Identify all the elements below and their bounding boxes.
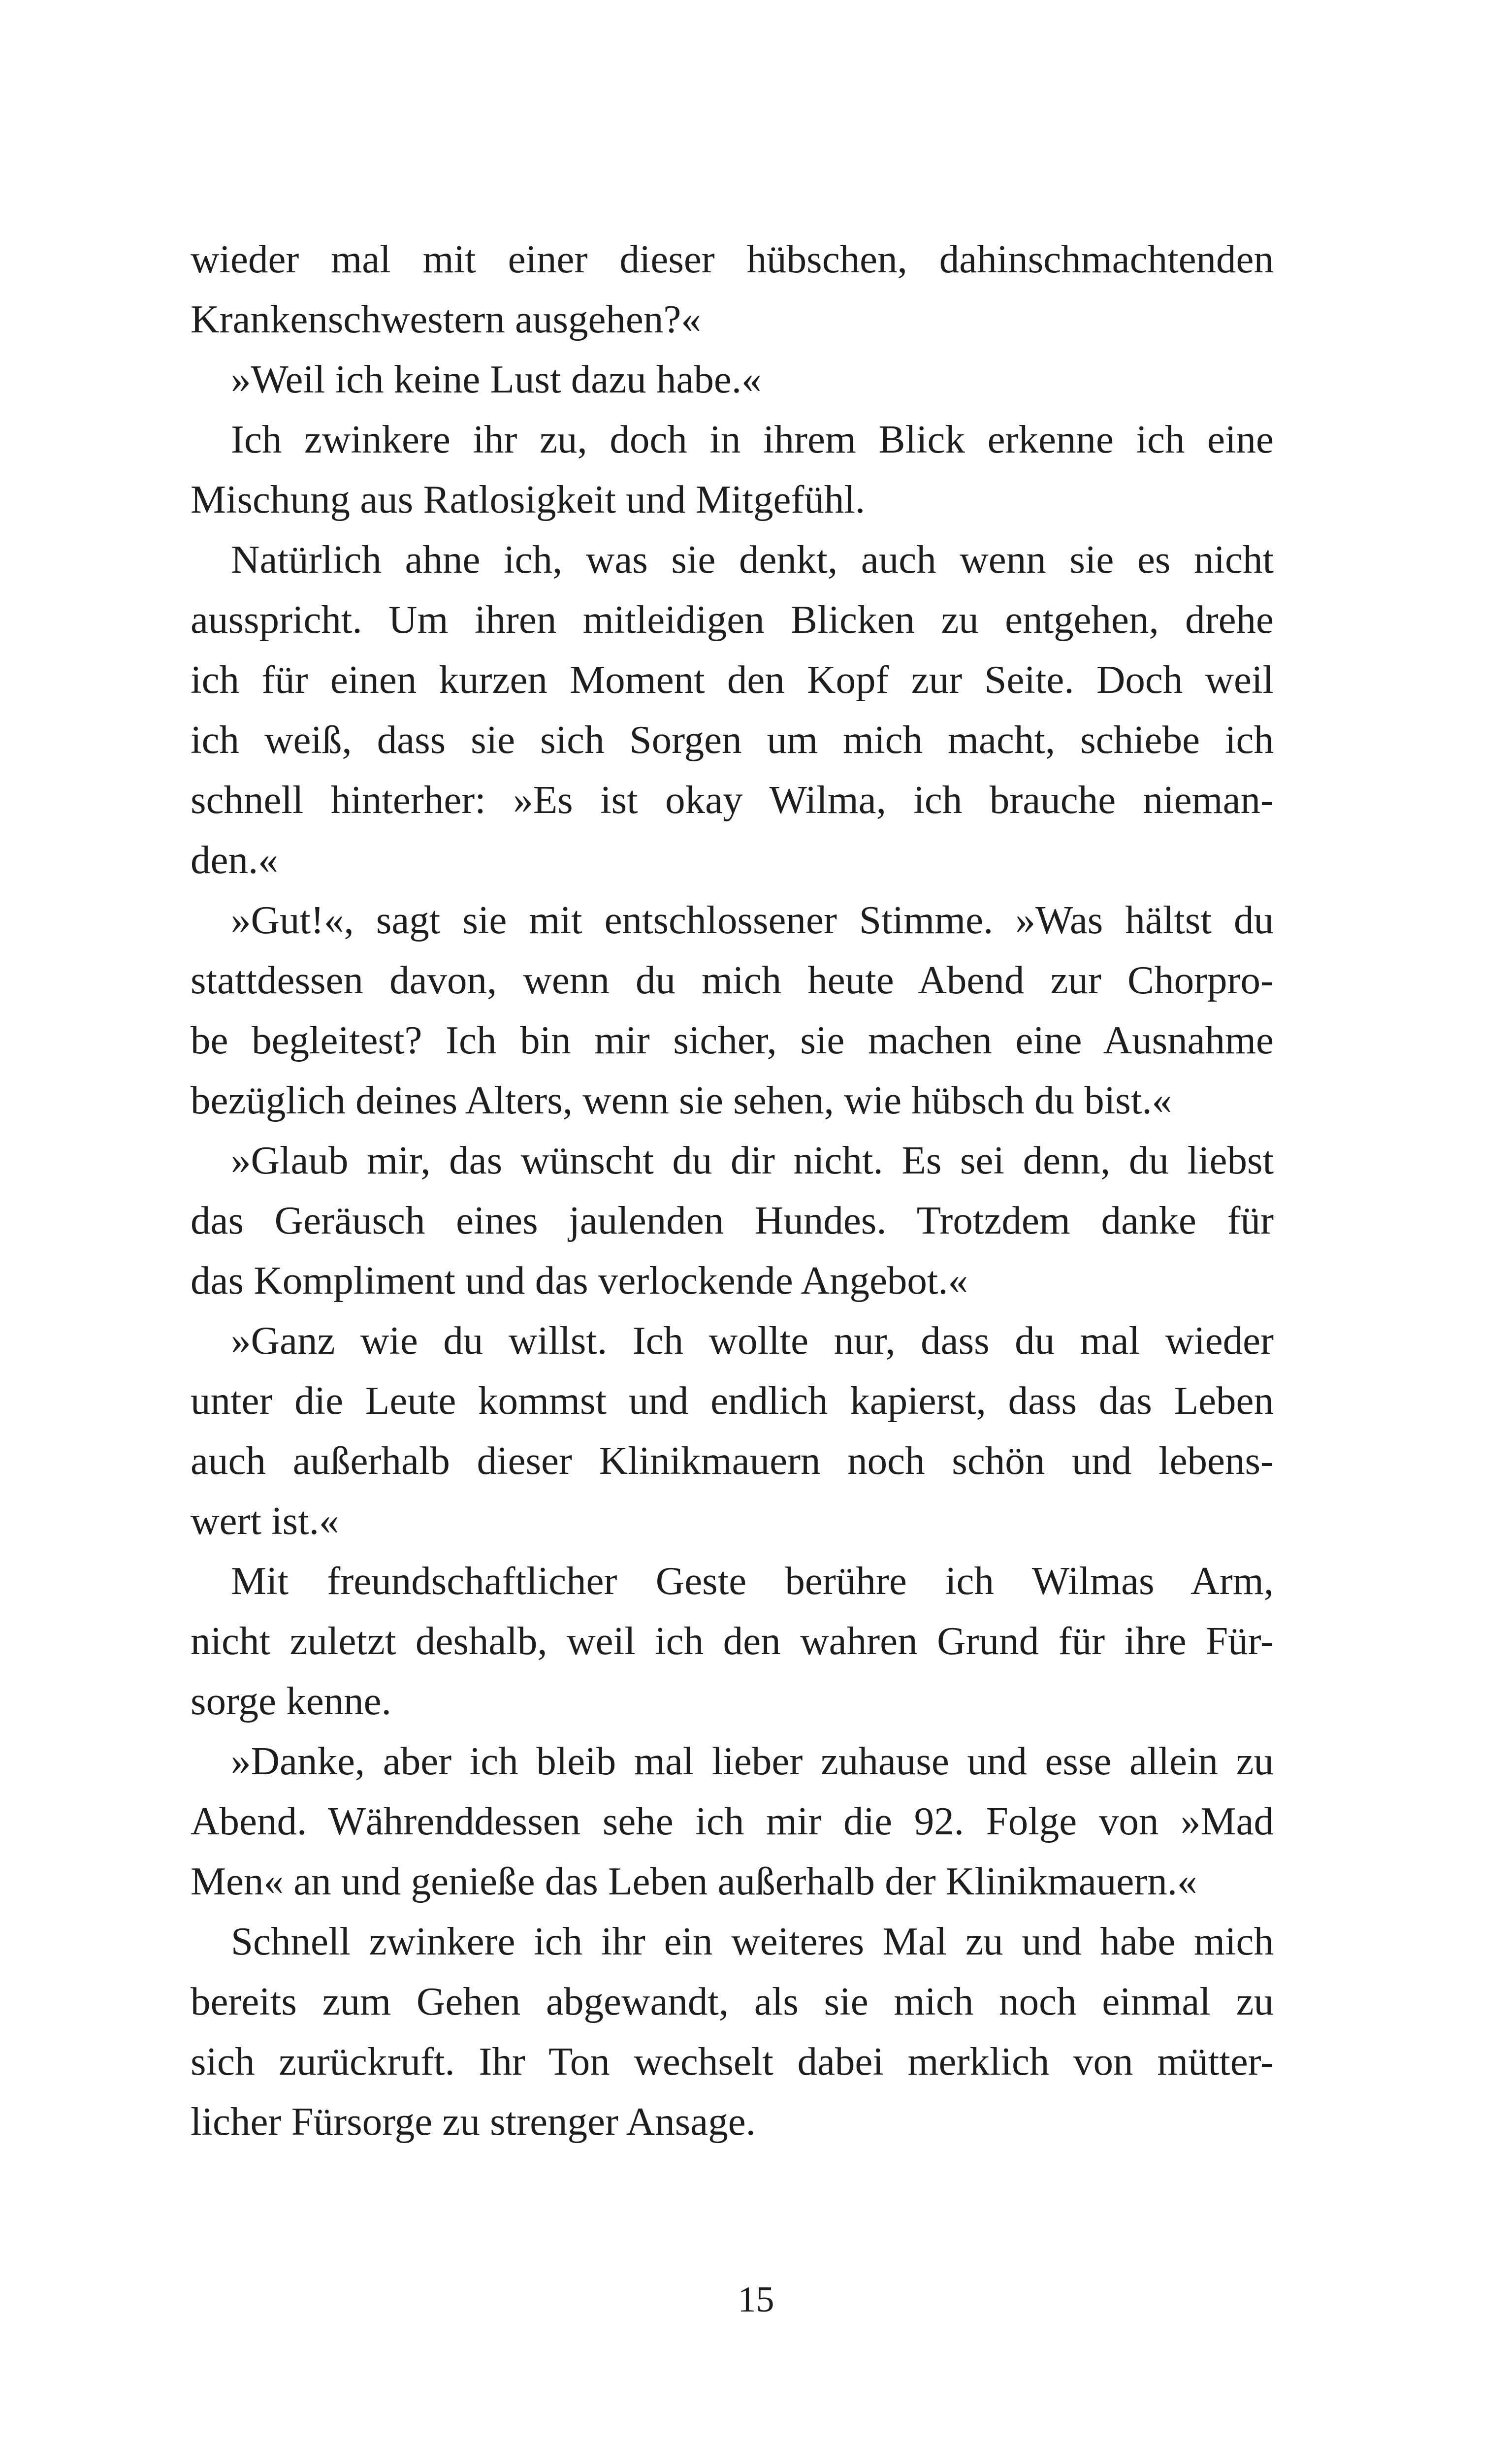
text-line: Abend. Währenddessen sehe ich mir die 92. Folge von »Mad: [191, 1799, 1274, 1843]
text-line: ich weiß, dass sie sich Sorgen um mich macht, schiebe ich: [191, 717, 1274, 762]
text-line: »Glaub mir, das wünscht du dir nicht. Es sei denn, du liebst: [231, 1138, 1274, 1182]
text-line: wert ist.«: [191, 1498, 339, 1543]
text-line: licher Fürsorge zu strenger Ansage.: [191, 2099, 756, 2144]
text-line: ausspricht. Um ihren mitleidigen Blicken zu entgehen, drehe: [191, 597, 1274, 642]
text-line: »Danke, aber ich bleib mal lieber zuhause und esse allein zu: [231, 1739, 1274, 1783]
text-line: wieder mal mit einer dieser hübschen, dahinschmachtenden: [191, 237, 1274, 281]
text-line: Mischung aus Ratlosigkeit und Mitgefühl.: [191, 477, 866, 521]
text-line: »Ganz wie du willst. Ich wollte nur, dass du mal wieder: [231, 1318, 1274, 1363]
text-line: bezüglich deines Alters, wenn sie sehen, wie hübsch du bist.«: [191, 1078, 1172, 1122]
text-line: unter die Leute kommst und endlich kapierst, dass das Leben: [191, 1378, 1274, 1423]
text-line: »Weil ich keine Lust dazu habe.«: [231, 357, 762, 401]
text-line: sorge kenne.: [191, 1679, 391, 1723]
text-line: den.«: [191, 838, 278, 882]
text-line: schnell hinterher: »Es ist okay Wilma, ich brauche nieman-: [191, 778, 1274, 822]
text-line: be begleitest? Ich bin mir sicher, sie machen eine Ausnahme: [191, 1018, 1274, 1062]
text-line: Krankenschwestern ausgehen?«: [191, 297, 701, 341]
body-text: [191, 229, 1274, 2151]
text-line: bereits zum Gehen abgewandt, als sie mich noch einmal zu: [191, 1979, 1274, 2023]
text-line: stattdessen davon, wenn du mich heute Abend zur Chorpro-: [191, 958, 1274, 1002]
text-line: »Gut!«, sagt sie mit entschlossener Stimme. »Was hältst du: [231, 898, 1274, 942]
text-line: auch außerhalb dieser Klinikmauern noch schön und lebens-: [191, 1438, 1274, 1483]
text-line: sich zurückruft. Ihr Ton wechselt dabei merklich von mütter-: [191, 2039, 1274, 2084]
text-line: das Kompliment und das verlockende Angebot.«: [191, 1258, 968, 1303]
text-line: Mit freundschaftlicher Geste berühre ich Wilmas Arm,: [231, 1559, 1274, 1603]
text-line: Natürlich ahne ich, was sie denkt, auch wenn sie es nicht: [231, 537, 1274, 582]
text-line: nicht zuletzt deshalb, weil ich den wahren Grund für ihre Für-: [191, 1619, 1274, 1663]
text-line: Men« an und genieße das Leben außerhalb der Klinikmauern.«: [191, 1859, 1197, 1903]
text-line: Schnell zwinkere ich ihr ein weiteres Mal zu und habe mich: [231, 1919, 1274, 1963]
page-number: 15: [738, 2280, 774, 2320]
text-line: ich für einen kurzen Moment den Kopf zur Seite. Doch weil: [191, 657, 1274, 702]
text-line: Ich zwinkere ihr zu, doch in ihrem Blick erkenne ich eine: [231, 417, 1274, 461]
text-line: das Geräusch eines jaulenden Hundes. Trotzdem danke für: [191, 1198, 1274, 1242]
